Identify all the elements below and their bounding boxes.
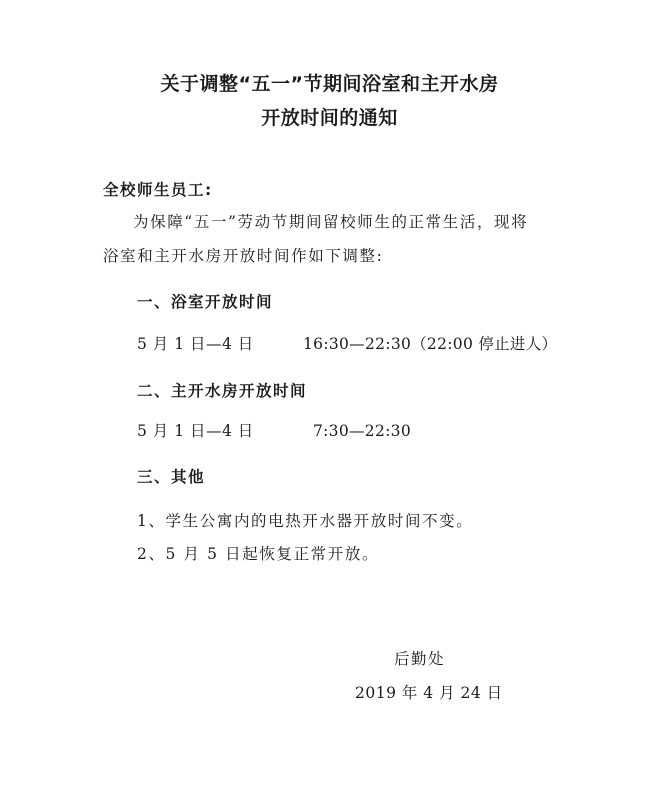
notice-title-line-2: 开放时间的通知: [261, 107, 398, 129]
water-room-schedule-date: 5 月 1 日—4 日: [137, 422, 254, 440]
intro-paragraph-line-1: 为保障“五一”劳动节期间留校师生的正常生活，现将: [133, 213, 529, 231]
water-room-schedule-hours: 7:30—22:30: [313, 422, 411, 440]
salutation: 全校师生员工:: [103, 181, 213, 199]
intro-paragraph-line-2: 浴室和主开水房开放时间作如下调整:: [103, 247, 384, 265]
other-item-2: 2、5 月 5 日起恢复正常开放。: [137, 545, 380, 563]
other-item-1: 1、学生公寓内的电热开水器开放时间不变。: [137, 512, 474, 530]
signature-department: 后勤处: [394, 650, 446, 668]
section-heading-bathroom: 一、浴室开放时间: [137, 293, 274, 311]
bathroom-schedule-date: 5 月 1 日—4 日: [137, 335, 254, 353]
signature-date: 2019 年 4 月 24 日: [355, 684, 503, 702]
bathroom-schedule-hours: 16:30—22:30（22:00 停止进人）: [303, 335, 558, 353]
section-heading-water-room: 二、主开水房开放时间: [137, 382, 308, 400]
section-heading-other: 三、其他: [137, 468, 206, 486]
notice-title-line-1: 关于调整“五一”节期间浴室和主开水房: [160, 73, 499, 95]
